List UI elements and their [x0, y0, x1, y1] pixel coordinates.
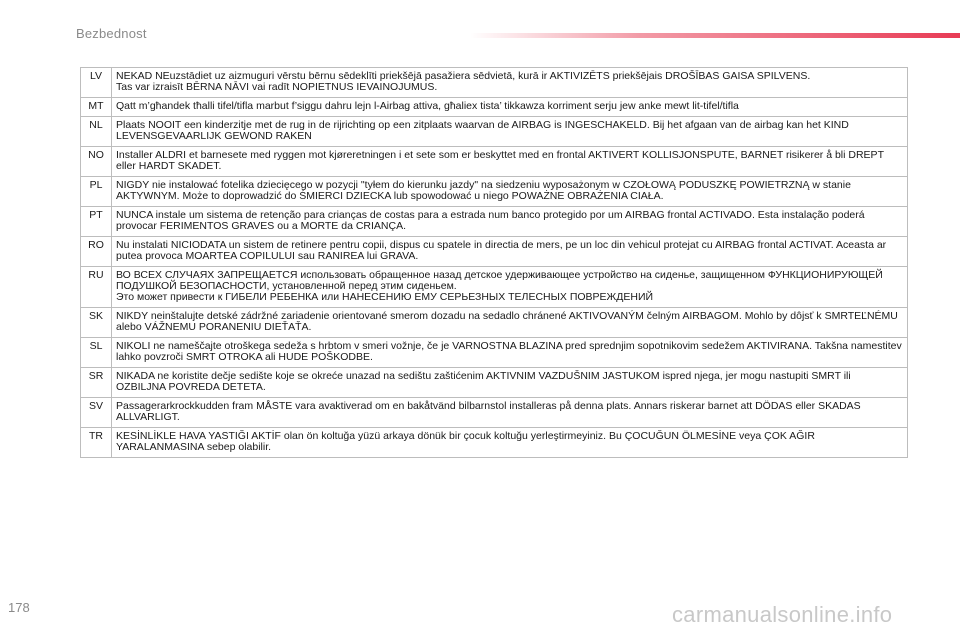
language-code: RO: [81, 237, 112, 267]
language-code: NO: [81, 147, 112, 177]
table-row: [81, 207, 908, 237]
language-code: LV: [81, 68, 112, 98]
language-warning-table: [80, 67, 908, 458]
table-row: [81, 267, 908, 308]
table-row: [81, 117, 908, 147]
table-row: [81, 428, 908, 458]
warning-text: NIKOLI ne nameščajte otroškega sedeža s hrbtom v smeri vožnje, če je VARNOSTNA BLAZINA pred sprednjim sopotnikovim sedežem AKTIVIRANA. Takšna namestitev lahko povzroči SMRT OTROKA ali HUDE POŠKODBE.: [112, 338, 908, 368]
page-number: 178: [8, 600, 30, 615]
language-code: PT: [81, 207, 112, 237]
warning-text: NEKAD NEuzstādiet uz aizmuguri vērstu bērnu sēdeklīti priekšējā pasažiera sēdvietā, kurā ir AKTIVIZĒTS priekšējais DROŠĪBAS GAISA SPILVENS. Tas var izraisīt BĒRNA NĀVI vai radīt NOPIETNUS IEVAINOJUMUS.: [112, 68, 908, 98]
warning-text: Installer ALDRI et barnesete med ryggen mot kjøreretningen i et sete som er beskyttet med en frontal AKTIVERT KOLLISJONSPUTE, BARNET risikerer å bli DREPT eller HARDT SKADET.: [112, 147, 908, 177]
warning-text: Plaats NOOIT een kinderzitje met de rug in de rijrichting op een zitplaats waarvan de AIRBAG is INGESCHAKELD. Bij het afgaan van de airbag kan het KIND LEVENSGEVAARLIJK GEWOND RAKEN: [112, 117, 908, 147]
warning-text: KESİNLİKLE HAVA YASTIĞI AKTİF olan ön koltuğa yüzü arkaya dönük bir çocuk koltuğu yerleştirmeyiniz. Bu ÇOCUĞUN ÖLMESİNE veya ÇOK AĞIR YARALANMASINA sebep olabilir.: [112, 428, 908, 458]
table-row: [81, 368, 908, 398]
warning-text: NIKADA ne koristite dečje sedište koje se okreće unazad na sedištu zaštićenim AKTIVNIM VAZDUŠNIM JASTUKOM ispred njega, jer mogu nastupiti SMRT ili OZBILJNA POVREDA DETETA.: [112, 368, 908, 398]
section-title: Bezbednost: [76, 26, 147, 41]
warning-text: Nu instalati NICIODATA un sistem de retinere pentru copii, dispus cu spatele in directia de mers, pe un loc din vehicul protejat cu AIRBAG frontal ACTIVAT. Aceasta ar putea provoca MOARTEA COPILULUI sau RANIREA lui GRAVA.: [112, 237, 908, 267]
language-code: SV: [81, 398, 112, 428]
language-code: SR: [81, 368, 112, 398]
language-code: PL: [81, 177, 112, 207]
watermark: carmanualsonline.info: [672, 602, 893, 627]
table-row: [81, 177, 908, 207]
table-row: [81, 147, 908, 177]
language-code: SK: [81, 308, 112, 338]
warning-text: Qatt m’għandek tħalli tifel/tifla marbut f’siggu dahru lejn l-Airbag attiva, għaliex tista’ tikkawza korriment serju jew anke mewt lit-tifel/tifla: [112, 98, 908, 117]
table-row: [81, 237, 908, 267]
language-code: NL: [81, 117, 112, 147]
language-code: RU: [81, 267, 112, 308]
table-row: [81, 98, 908, 117]
warning-text: Passagerarkrockkudden fram MÅSTE vara avaktiverad om en bakåtvänd bilbarnstol installeras på denna plats. Annars riskerar barnet att DÖDAS eller SKADAS ALLVARLIGT.: [112, 398, 908, 428]
table-row: [81, 338, 908, 368]
table-row: [81, 308, 908, 338]
table-row: [81, 398, 908, 428]
warning-text: NIGDY nie instalować fotelika dziecięcego w pozycji "tyłem do kierunku jazdy" na siedzeniu wyposażonym w CZOŁOWĄ PODUSZKĘ POWIETRZNĄ w stanie AKTYWNYM. Może to doprowadzić do ŚMIERCI DZIECKA lub spowodować u niego POWAŻNE OBRAŻENIA CIAŁA.: [112, 177, 908, 207]
header-accent-bar: [470, 33, 960, 38]
language-code: MT: [81, 98, 112, 117]
warning-text: NIKDY neinštalujte detské zádržné zariadenie orientované smerom dozadu na sedadlo chránené AKTIVOVANÝM čelným AIRBAGOM. Mohlo by dôjsť k SMRTEĽNÉMU alebo VÁŽNEMU PORANENIU DIEŤAŤA.: [112, 308, 908, 338]
table-row: [81, 68, 908, 98]
warning-text: NUNCA instale um sistema de retenção para crianças de costas para a estrada num banco protegido por um AIRBAG frontal ACTIVADO. Esta instalação poderá provocar FERIMENTOS GRAVES ou a MORTE da CRIANÇA.: [112, 207, 908, 237]
warning-text: ВО ВСЕХ СЛУЧАЯХ ЗАПРЕЩАЕТСЯ использовать обращенное назад детское удерживающее устройство на сиденье, защищенном ФУНКЦИОНИРУЮЩЕЙ ПОДУШКОЙ БЕЗОПАСНОСТИ, установленной перед этим сиденьем. Это может привести к ГИБЕЛИ РЕБЕНКА или НАНЕСЕНИЮ ЕМУ СЕРЬЕЗНЫХ ТЕЛЕСНЫХ ПОВРЕЖДЕНИЙ: [112, 267, 908, 308]
language-code: SL: [81, 338, 112, 368]
language-code: TR: [81, 428, 112, 458]
